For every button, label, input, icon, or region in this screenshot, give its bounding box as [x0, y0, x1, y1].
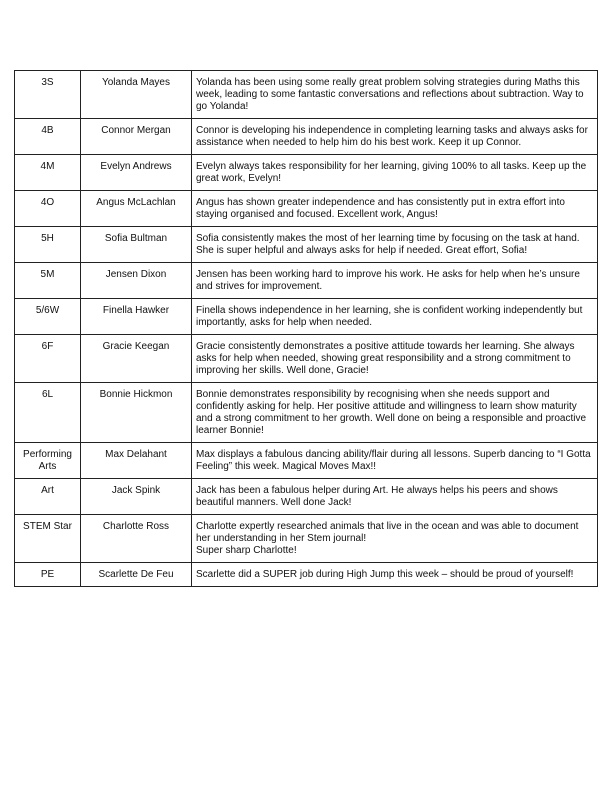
comment-cell	[192, 119, 598, 155]
class-cell: Art	[15, 479, 81, 515]
student-name-cell: Finella Hawker	[81, 299, 192, 335]
class-cell: 5/6W	[15, 299, 81, 335]
student-name-cell: Connor Mergan	[81, 119, 192, 155]
comment-cell	[192, 563, 598, 587]
comment-cell	[192, 299, 598, 335]
table-row	[15, 227, 598, 263]
comment-text: Bonnie demonstrates responsibility by recognising when she needs support and confidently asking for help. Her positive attitude and willingness to learn show maturity and a strong commitment to her growth. Well done on being a responsible and proactive learner Bonnie!	[196, 389, 587, 436]
student-name-cell: Jensen Dixon	[81, 263, 192, 299]
class-cell: STEM Star	[15, 515, 81, 563]
table-row	[15, 71, 598, 119]
student-name-cell: Sofia Bultman	[81, 227, 192, 263]
table-row	[15, 383, 598, 443]
class-cell: 5H	[15, 227, 81, 263]
comment-cell	[192, 71, 598, 119]
class-cell: 3S	[15, 71, 81, 119]
comment-cell	[192, 479, 598, 515]
table-row	[15, 335, 598, 383]
student-name-cell: Angus McLachlan	[81, 191, 192, 227]
table-row	[15, 119, 598, 155]
comment-cell	[192, 191, 598, 227]
student-name-cell: Gracie Keegan	[81, 335, 192, 383]
table-row	[15, 563, 598, 587]
student-name-cell: Max Delahant	[81, 443, 192, 479]
comment-cell	[192, 335, 598, 383]
comment-cell	[192, 443, 598, 479]
class-cell: 6L	[15, 383, 81, 443]
class-cell: Performing Arts	[15, 443, 81, 479]
comment-cell	[192, 227, 598, 263]
comment-text: Jack has been a fabulous helper during Art. He always helps his peers and shows beautiful manners. Well done Jack!	[196, 485, 558, 508]
comment-text: Evelyn always takes responsibility for her learning, giving 100% to all tasks. Keep up the great work, Evelyn!	[196, 161, 587, 184]
comment-text: Charlotte expertly researched animals that live in the ocean and was able to document her understanding in her Stem journal! Super sharp Charlotte!	[196, 521, 579, 556]
comment-cell	[192, 155, 598, 191]
table-row	[15, 263, 598, 299]
comment-text: Yolanda has been using some really great problem solving strategies during Maths this week, leading to some fantastic conversations and reflections about subtraction. Way to go Yolanda!	[196, 77, 584, 112]
student-name-cell: Charlotte Ross	[81, 515, 192, 563]
comment-text: Connor is developing his independence in completing learning tasks and always asks for assistance when needed to help him do his best work. Keep it up Connor.	[196, 125, 588, 148]
comment-text: Jensen has been working hard to improve his work. He asks for help when he’s unsure and strives for improvement.	[196, 269, 580, 292]
comment-text: Angus has shown greater independence and has consistently put in extra effort into staying organised and focused. Excellent work, Angus!	[196, 197, 565, 220]
table-row	[15, 479, 598, 515]
student-name-cell: Bonnie Hickmon	[81, 383, 192, 443]
class-cell: 6F	[15, 335, 81, 383]
class-cell: 4B	[15, 119, 81, 155]
class-cell: 5M	[15, 263, 81, 299]
comment-text: Scarlette did a SUPER job during High Jump this week – should be proud of yourself!	[196, 569, 574, 580]
table-row	[15, 443, 598, 479]
student-name-cell: Scarlette De Feu	[81, 563, 192, 587]
comment-text: Sofia consistently makes the most of her learning time by focusing on the task at hand. She is super helpful and always asks for help if needed. Great effort, Sofia!	[196, 233, 580, 256]
student-name-cell: Jack Spink	[81, 479, 192, 515]
comment-cell	[192, 263, 598, 299]
student-name-cell: Yolanda Mayes	[81, 71, 192, 119]
class-cell: PE	[15, 563, 81, 587]
student-name-cell: Evelyn Andrews	[81, 155, 192, 191]
comment-text: Max displays a fabulous dancing ability/flair during all lessons. Superb dancing to “I Gotta Feeling” this week. Magical Moves Max!!	[196, 449, 591, 472]
comment-cell	[192, 383, 598, 443]
awards-table	[14, 70, 598, 587]
comment-cell	[192, 515, 598, 563]
table-row	[15, 155, 598, 191]
table-row	[15, 299, 598, 335]
class-cell: 4O	[15, 191, 81, 227]
table-row	[15, 191, 598, 227]
comment-text: Finella shows independence in her learning, she is confident working independently but importantly, asks for help when needed.	[196, 305, 583, 328]
class-cell: 4M	[15, 155, 81, 191]
comment-text: Gracie consistently demonstrates a positive attitude towards her learning. She always asks for help when needed, showing great responsibility and a strong commitment to improving her skills. Well done, Gracie!	[196, 341, 575, 376]
table-row	[15, 515, 598, 563]
